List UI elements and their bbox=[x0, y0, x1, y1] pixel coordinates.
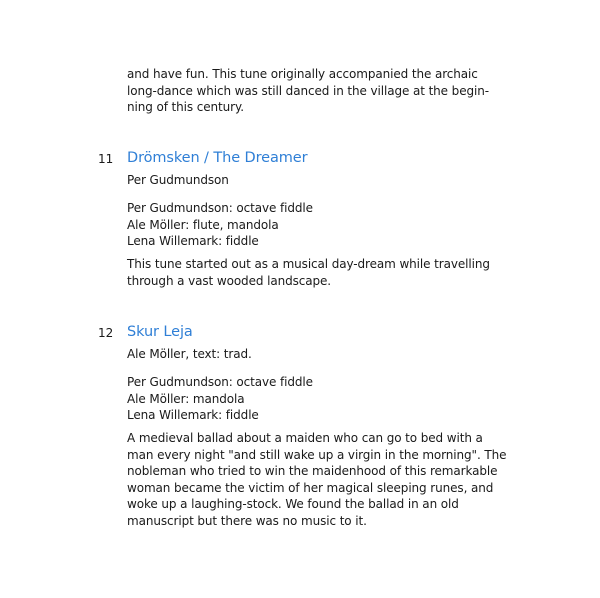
personnel-line: Ale Möller: mandola bbox=[127, 391, 245, 406]
intro-paragraph bbox=[127, 66, 527, 116]
track-notes bbox=[127, 256, 527, 289]
intro-line: ning of this century. bbox=[127, 100, 245, 114]
notes-line: through a vast wooded landscape. bbox=[127, 273, 332, 288]
notes-line: woman became the victim of her magical sleeping runes, and bbox=[127, 480, 494, 495]
personnel-line: Ale Möller: flute, mandola bbox=[127, 217, 279, 232]
personnel-line: Per Gudmundson: octave fiddle bbox=[127, 375, 313, 389]
track-title: Drömsken / The Dreamer bbox=[127, 150, 308, 166]
notes-line: A medieval ballad about a maiden who can go to bed with a bbox=[127, 431, 483, 445]
track-number: 11 bbox=[98, 152, 114, 166]
notes-line: This tune started out as a musical day-dream while travelling bbox=[127, 257, 490, 271]
personnel-line: Per Gudmundson: octave fiddle bbox=[127, 201, 313, 215]
composer-line: Ale Möller, text: trad. bbox=[127, 347, 252, 361]
notes-line: manuscript but there was no music to it. bbox=[127, 513, 367, 528]
composer-line: Per Gudmundson bbox=[127, 173, 229, 187]
track-personnel bbox=[127, 200, 527, 250]
track-composer bbox=[127, 346, 527, 363]
track-title: Skur Leja bbox=[127, 324, 193, 340]
personnel-line: Lena Willemark: fiddle bbox=[127, 234, 259, 248]
track-personnel bbox=[127, 374, 527, 424]
notes-line: woke up a laughing-stock. We found the ballad in an old bbox=[127, 497, 459, 511]
track-notes bbox=[127, 430, 527, 529]
notes-line: man every night "and still wake up a virgin in the morning". The bbox=[127, 447, 507, 462]
personnel-line: Lena Willemark: fiddle bbox=[127, 408, 259, 422]
track-number: 12 bbox=[98, 326, 114, 340]
track-composer bbox=[127, 172, 527, 189]
intro-line: long-dance which was still danced in the village at the begin- bbox=[127, 83, 489, 98]
intro-line: and have fun. This tune originally accompanied the archaic bbox=[127, 67, 478, 81]
notes-line: nobleman who tried to win the maidenhood of this remarkable bbox=[127, 464, 498, 478]
